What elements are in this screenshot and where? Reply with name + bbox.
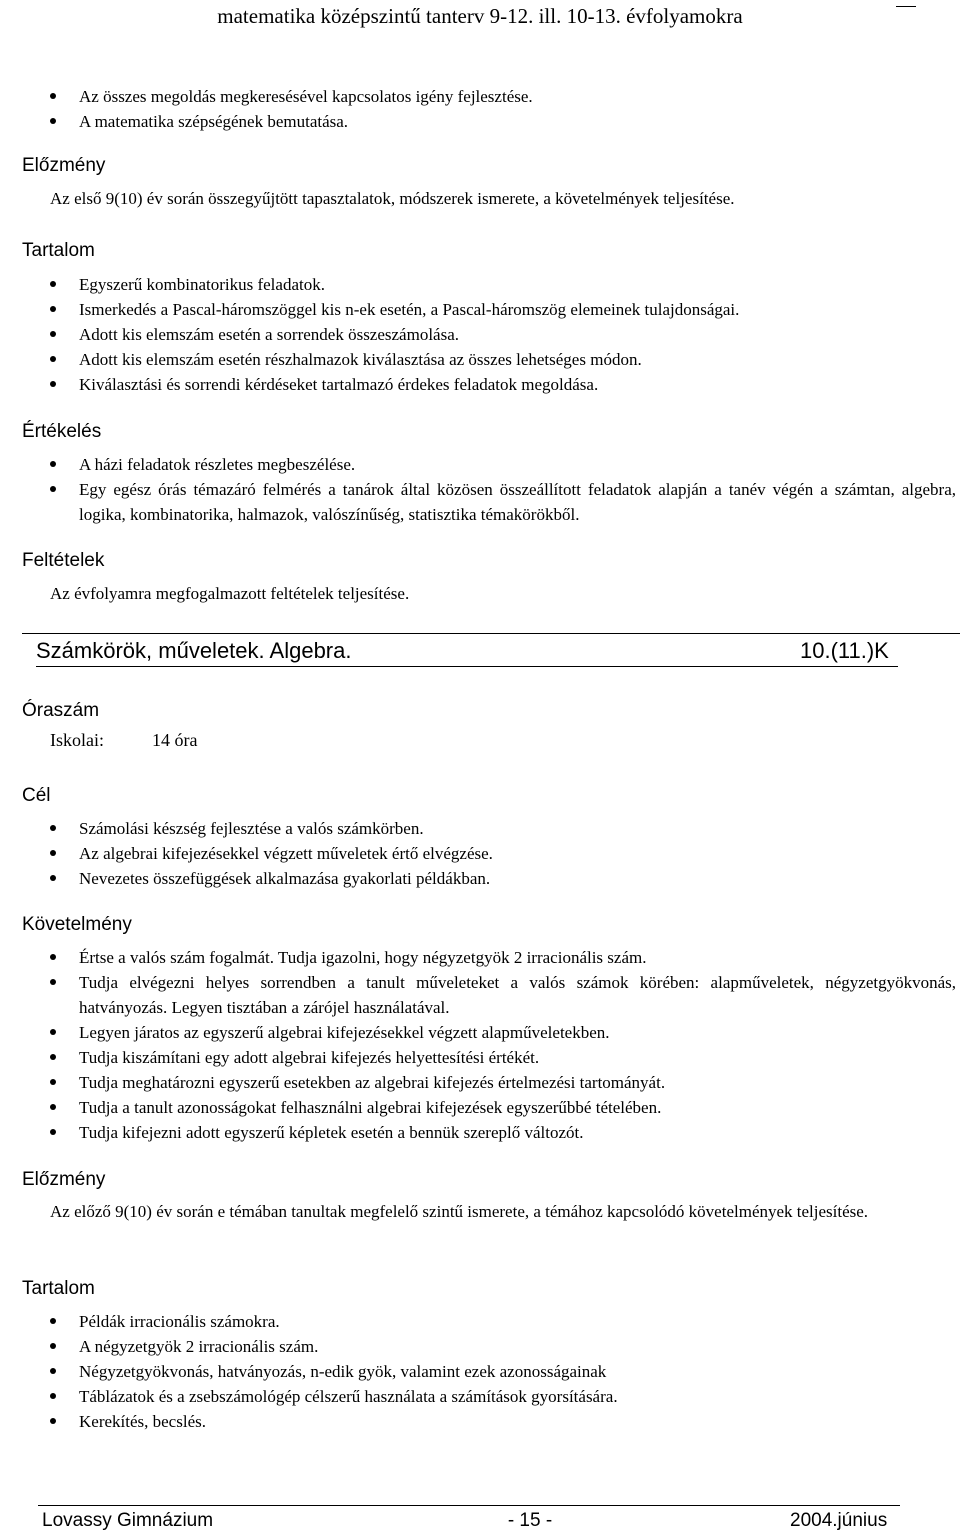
bullet-icon: [50, 1079, 56, 1085]
bullet-icon: [50, 1368, 56, 1374]
content-list: [0, 272, 960, 397]
bullet-icon: [50, 1104, 56, 1110]
header-mark: [896, 6, 916, 7]
bullet-icon: [50, 356, 56, 362]
bullet-icon: [50, 1129, 56, 1135]
bullet-icon: [50, 1054, 56, 1060]
goal-list: [0, 816, 960, 891]
list-item: Tudja a tanult azonosságokat felhasználni algebrai kifejezések egyszerűbbé tételében.: [0, 1095, 960, 1120]
bullet-icon: [50, 1318, 56, 1324]
list-item: Tudja kifejezni adott egyszerű képletek esetén a bennük szereplő változót.: [0, 1120, 960, 1145]
list-item: A házi feladatok részletes megbeszélése.: [0, 452, 960, 477]
list-item: Egyszerű kombinatorikus feladatok.: [0, 272, 960, 297]
bullet-icon: [50, 1343, 56, 1349]
bullet-icon: [50, 825, 56, 831]
evaluation-list: [0, 452, 960, 527]
conditions-text: Az évfolyamra megfogalmazott feltételek teljesítése.: [50, 584, 410, 603]
list-item: Kerekítés, becslés.: [0, 1409, 960, 1434]
bullet-icon: [50, 1393, 56, 1399]
list-item: A négyzetgyök 2 irracionális szám.: [0, 1334, 960, 1359]
list-item: Táblázatok és a zsebszámológép célszerű használata a számítások gyorsítására.: [0, 1384, 960, 1409]
page-header-title: matematika középszintű tanterv 9-12. ill. 10-13. évfolyamokra: [217, 4, 743, 28]
section-top-rule: [22, 633, 960, 634]
content-heading: Tartalom: [22, 240, 95, 261]
bullet-icon: [50, 461, 56, 467]
footer-date: 2004.június: [790, 1510, 888, 1531]
list-item: Példák irracionális számokra.: [0, 1309, 960, 1334]
list-item: Az algebrai kifejezésekkel végzett műveletek értő elvégzése.: [0, 841, 960, 866]
goals-tail-list: [0, 84, 960, 134]
conditions-heading: Feltételek: [22, 550, 105, 571]
footer-rule: [38, 1505, 900, 1506]
bullet-icon: [50, 281, 56, 287]
list-item: Értse a valós szám fogalmát. Tudja igazolni, hogy négyzetgyök 2 irracionális szám.: [0, 945, 960, 970]
prerequisite-heading: Előzmény: [22, 155, 106, 176]
list-item: Kiválasztási és sorrendi kérdéseket tartalmazó érdekes feladatok megoldása.: [0, 372, 960, 397]
evaluation-heading: Értékelés: [22, 421, 102, 442]
requirements-heading: Követelmény: [22, 914, 132, 935]
bullet-icon: [50, 486, 56, 492]
list-item: Tudja kiszámítani egy adott algebrai kifejezés helyettesítési értékét.: [0, 1045, 960, 1070]
list-item: Egy egész órás témazáró felmérés a tanárok által közösen összeállított feladatok alapján a tanév végén a számtan, algebra, logika, kombinatorika, halmazok, valószínűség, statisztika témakörökből.: [0, 477, 960, 527]
list-item: Négyzetgyökvonás, hatványozás, n-edik gyök, valamint ezek azonosságainak: [0, 1359, 960, 1384]
list-item: Az összes megoldás megkeresésével kapcsolatos igény fejlesztése.: [0, 84, 960, 109]
list-item: A matematika szépségének bemutatása.: [0, 109, 960, 134]
bullet-icon: [50, 118, 56, 124]
list-item: Tudja meghatározni egyszerű esetekben az algebrai kifejezés értelmezési tartományát.: [0, 1070, 960, 1095]
hours-label: Iskolai:: [50, 730, 104, 750]
prerequisite-text: Az első 9(10) év során összegyűjtött tapasztalatok, módszerek ismerete, a követelmények teljesítése.: [50, 189, 735, 208]
bullet-icon: [50, 954, 56, 960]
bullet-icon: [50, 1029, 56, 1035]
goal-heading: Cél: [22, 785, 51, 806]
section-prerequisite-text: Az előző 9(10) év során e témában tanultak megfelelő szintű ismerete, a témához kapcsolódó követelmények teljesítése.: [50, 1202, 869, 1221]
footer-page-number: - 15 -: [507, 1510, 553, 1531]
bullet-icon: [50, 1418, 56, 1424]
hours-value: 14 óra: [152, 730, 198, 750]
requirements-list: [0, 945, 960, 1145]
section-prerequisite-heading: Előzmény: [22, 1169, 106, 1190]
bullet-icon: [50, 381, 56, 387]
list-item: Legyen járatos az egyszerű algebrai kifejezésekkel végzett alapműveletekben.: [0, 1020, 960, 1045]
section-code: 10.(11.)K: [800, 638, 889, 663]
bullet-icon: [50, 850, 56, 856]
list-item: Ismerkedés a Pascal-háromszöggel kis n-ek esetén, a Pascal-háromszög elemeinek tulajdonságai.: [0, 297, 960, 322]
section-content-heading: Tartalom: [22, 1278, 95, 1299]
section-underline: [36, 666, 898, 667]
list-item: Adott kis elemszám esetén a sorrendek összeszámolása.: [0, 322, 960, 347]
list-item: Nevezetes összefüggések alkalmazása gyakorlati példákban.: [0, 866, 960, 891]
hours-heading: Óraszám: [22, 700, 100, 721]
bullet-icon: [50, 331, 56, 337]
bullet-icon: [50, 979, 56, 985]
bullet-icon: [50, 306, 56, 312]
section-title: Számkörök, műveletek. Algebra.: [36, 638, 352, 663]
bullet-icon: [50, 93, 56, 99]
bullet-icon: [50, 875, 56, 881]
list-item: Tudja elvégezni helyes sorrendben a tanult műveleteket a valós számok körében: alapműveletek, négyzetgyökvonás, hatványozás. Legyen tisztában a zárójel használatával.: [0, 970, 960, 1020]
section-content-list: [0, 1309, 960, 1434]
footer-school: Lovassy Gimnázium: [42, 1510, 214, 1531]
list-item: Adott kis elemszám esetén részhalmazok kiválasztása az összes lehetséges módon.: [0, 347, 960, 372]
list-item: Számolási készség fejlesztése a valós számkörben.: [0, 816, 960, 841]
